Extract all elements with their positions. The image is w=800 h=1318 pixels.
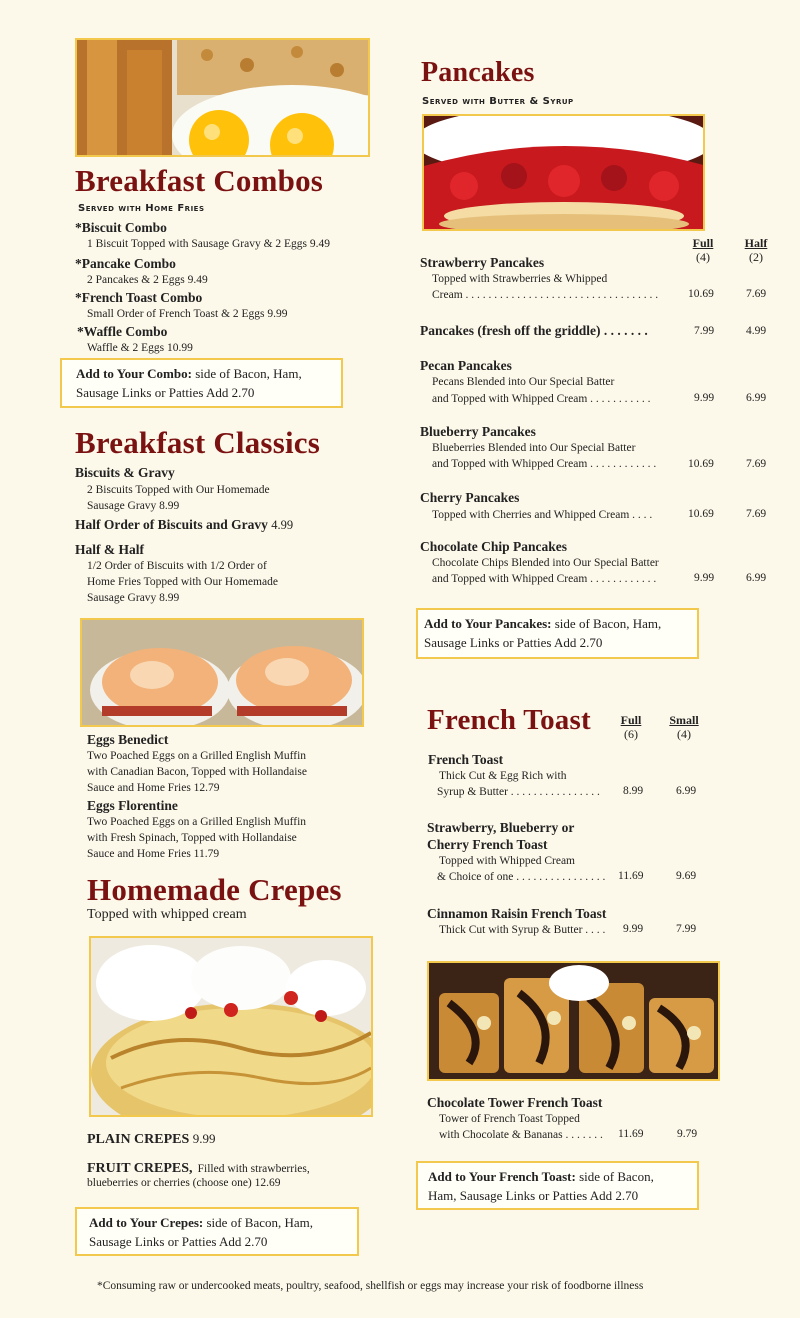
french-toast-small: 6.99 [676,785,697,797]
fruit-crepes-name: FRUIT CREPES, [87,1161,193,1176]
chocolate-tower-desc-1: Tower of French Toast Topped [439,1113,580,1125]
french-toast-full: 8.99 [623,785,644,797]
french-toast-addon-text-2: Ham, Sausage Links or Patties Add 2.70 [428,1188,639,1203]
blueberry-pancakes-desc-1: Blueberries Blended into Our Special Batter [432,442,636,454]
eggs-benedict-photo [80,618,364,727]
pecan-pancakes-name: Pecan Pancakes [420,358,512,373]
french-toast-combo-desc: Small Order of French Toast & 2 Eggs 9.99 [87,308,288,320]
combo-photo [75,38,370,157]
french-toast-addon-label: Add to Your French Toast: [428,1169,576,1184]
combo-addon-box [60,358,343,408]
crepes-addon-text-1: side of Bacon, Ham, [206,1215,314,1230]
cinnamon-french-toast-full: 9.99 [623,923,644,935]
chocolate-tower-desc-2: with Chocolate & Bananas . . . . . . . [439,1129,603,1141]
chocolate-tower-full: 11.69 [618,1128,644,1140]
half-half-desc-3: Sausage Gravy 8.99 [87,592,180,604]
french-toast-col-full-label: Full [620,713,642,727]
crepes-heading: Homemade Crepes [87,872,342,907]
pancake-combo-name: *Pancake Combo [75,256,176,271]
pecan-pancakes-desc-2: and Topped with Whipped Cream . . . . . . . . . . . [432,393,651,405]
pancakes-col-full-count: (4) [696,250,710,264]
berry-french-toast-name-1: Strawberry, Blueberry or [427,820,575,835]
crepes-addon-label: Add to Your Crepes: [89,1215,204,1230]
berry-french-toast-desc-1: Topped with Whipped Cream [439,855,575,867]
french-toast-name: French Toast [428,752,504,767]
french-toast-col-small-label: Small [669,713,699,727]
pancakes-col-full-label: Full [692,236,714,250]
crepes-subtitle: Topped with whipped cream [87,907,247,922]
chocolate-chip-pancakes-full: 9.99 [694,572,715,584]
plain-crepes-line [87,1131,216,1148]
blueberry-pancakes-half: 7.69 [746,458,767,470]
plain-pancakes-name: Pancakes (fresh off the griddle) . . . . . . . [420,323,648,338]
half-biscuits-label: Half Order of Biscuits and Gravy [75,517,268,532]
pancakes-col-half-label: Half [744,236,768,250]
pecan-pancakes-desc-1: Pecans Blended into Our Special Batter [432,376,615,388]
blueberry-pancakes-name: Blueberry Pancakes [420,424,536,439]
pecan-pancakes-half: 6.99 [746,392,767,404]
cinnamon-french-toast-name: Cinnamon Raisin French Toast [427,906,607,921]
berry-french-toast-name-2: Cherry French Toast [427,837,548,852]
berry-french-toast-desc-2: & Choice of one . . . . . . . . . . . . . . . . [437,871,606,883]
eggs-benedict-desc-1: Two Poached Eggs on a Grilled English Muffin [87,750,307,762]
breakfast-combos-heading: Breakfast Combos [75,163,324,198]
french-toast-heading: French Toast [427,704,591,736]
cherry-pancakes-name: Cherry Pancakes [420,490,520,505]
pancakes-col-full [688,236,718,264]
half-half-name: Half & Half [75,542,144,557]
pancake-combo-desc: 2 Pancakes & 2 Eggs 9.49 [87,274,208,286]
pancakes-addon-text-1: side of Bacon, Ham, [554,616,662,631]
biscuits-gravy-name: Biscuits & Gravy [75,465,175,480]
pancakes-subtitle: Served with Butter & Syrup [422,96,574,107]
berry-french-toast-small: 9.69 [676,870,697,882]
cinnamon-french-toast-small: 7.99 [676,923,697,935]
french-toast-desc-1: Thick Cut & Egg Rich with [439,770,567,782]
plain-crepes-price: 9.99 [192,1131,216,1146]
cherry-pancakes-desc-1: Topped with Cherries and Whipped Cream . . . . [432,509,653,521]
chocolate-chip-pancakes-desc-2: and Topped with Whipped Cream . . . . . . . . . . . . [432,573,657,585]
chocolate-tower-name: Chocolate Tower French Toast [427,1095,603,1110]
pancakes-heading: Pancakes [421,57,535,88]
pancakes-addon-label: Add to Your Pancakes: [424,616,552,631]
crepes-addon-text-2: Sausage Links or Patties Add 2.70 [89,1234,268,1249]
combo-addon-text-2: Sausage Links or Patties Add 2.70 [76,385,255,400]
fruit-crepes-desc-2: blueberries or cherries (choose one) 12.69 [87,1177,281,1189]
pancakes-photo [422,114,705,231]
eggs-benedict-name: Eggs Benedict [87,732,169,747]
french-toast-col-full [616,713,646,741]
strawberry-pancakes-name: Strawberry Pancakes [420,255,545,270]
french-toast-addon-box [416,1161,699,1210]
blueberry-pancakes-full: 10.69 [688,458,714,470]
strawberry-pancakes-half: 7.69 [746,288,767,300]
pancakes-addon-box [416,608,699,659]
chocolate-chip-pancakes-name: Chocolate Chip Pancakes [420,539,568,554]
biscuit-combo-desc: 1 Biscuit Topped with Sausage Gravy & 2 Eggs 9.49 [87,238,331,250]
strawberry-pancakes-desc-1: Topped with Strawberries & Whipped [432,273,608,285]
french-toast-desc-2: Syrup & Butter . . . . . . . . . . . . . . . . [437,786,600,798]
half-biscuits-name [75,517,293,533]
eggs-florentine-desc-1: Two Poached Eggs on a Grilled English Muffin [87,816,307,828]
fruit-crepes-line [87,1157,310,1177]
waffle-combo-name: *Waffle Combo [77,324,168,339]
chocolate-chip-pancakes-desc-1: Chocolate Chips Blended into Our Special Batter [432,557,659,569]
crepes-addon-box [75,1207,359,1256]
breakfast-combos-subtitle: Served with Home Fries [78,203,205,214]
fruit-crepes-desc-1: Filled with strawberries, [197,1163,310,1175]
eggs-benedict-desc-2: with Canadian Bacon, Topped with Hollandaise [87,766,307,778]
pancakes-col-half-count: (2) [749,250,763,264]
french-toast-combo-name: *French Toast Combo [75,290,203,305]
chocolate-tower-small: 9.79 [677,1128,698,1140]
waffle-combo-desc: Waffle & 2 Eggs 10.99 [87,342,193,354]
half-biscuits-price: 4.99 [271,518,294,532]
plain-pancakes-half: 4.99 [746,325,767,337]
french-toast-addon-text-1: side of Bacon, [579,1169,654,1184]
cherry-pancakes-full: 10.69 [688,508,714,520]
chocolate-tower-photo [427,961,720,1081]
foodborne-illness-disclaimer: *Consuming raw or undercooked meats, poultry, seafood, shellfish or eggs may increase your risk of foodborne illness [97,1280,644,1292]
cinnamon-french-toast-desc-1: Thick Cut with Syrup & Butter . . . . [439,924,606,936]
combo-addon-label: Add to Your Combo: [76,366,192,381]
pecan-pancakes-full: 9.99 [694,392,715,404]
blueberry-pancakes-desc-2: and Topped with Whipped Cream . . . . . . . . . . . . [432,458,657,470]
eggs-florentine-desc-2: with Fresh Spinach, Topped with Hollandaise [87,832,297,844]
biscuit-combo-name: *Biscuit Combo [75,220,167,235]
berry-french-toast-full: 11.69 [618,870,644,882]
eggs-florentine-name: Eggs Florentine [87,798,178,813]
biscuits-gravy-desc-2: Sausage Gravy 8.99 [87,500,180,512]
pancakes-col-half [740,236,772,264]
biscuits-gravy-desc-1: 2 Biscuits Topped with Our Homemade [87,484,270,496]
pancakes-addon-text-2: Sausage Links or Patties Add 2.70 [424,635,603,650]
french-toast-col-full-count: (6) [624,727,638,741]
strawberry-pancakes-full: 10.69 [688,288,714,300]
eggs-florentine-desc-3: Sauce and Home Fries 11.79 [87,848,220,860]
crepes-photo [89,936,373,1117]
half-half-desc-1: 1/2 Order of Biscuits with 1/2 Order of [87,560,267,572]
plain-pancakes-full: 7.99 [694,325,715,337]
cherry-pancakes-half: 7.69 [746,508,767,520]
chocolate-chip-pancakes-half: 6.99 [746,572,767,584]
strawberry-pancakes-desc-2: Cream . . . . . . . . . . . . . . . . . . . . . . . . . . . . . . . . . . [432,289,659,301]
plain-crepes-name: PLAIN CREPES [87,1132,190,1147]
combo-addon-text-1: side of Bacon, Ham, [195,366,302,381]
eggs-benedict-desc-3: Sauce and Home Fries 12.79 [87,782,220,794]
french-toast-col-small-count: (4) [677,727,691,741]
breakfast-classics-heading: Breakfast Classics [75,425,321,460]
french-toast-col-small [664,713,704,741]
half-half-desc-2: Home Fries Topped with Our Homemade [87,576,278,588]
